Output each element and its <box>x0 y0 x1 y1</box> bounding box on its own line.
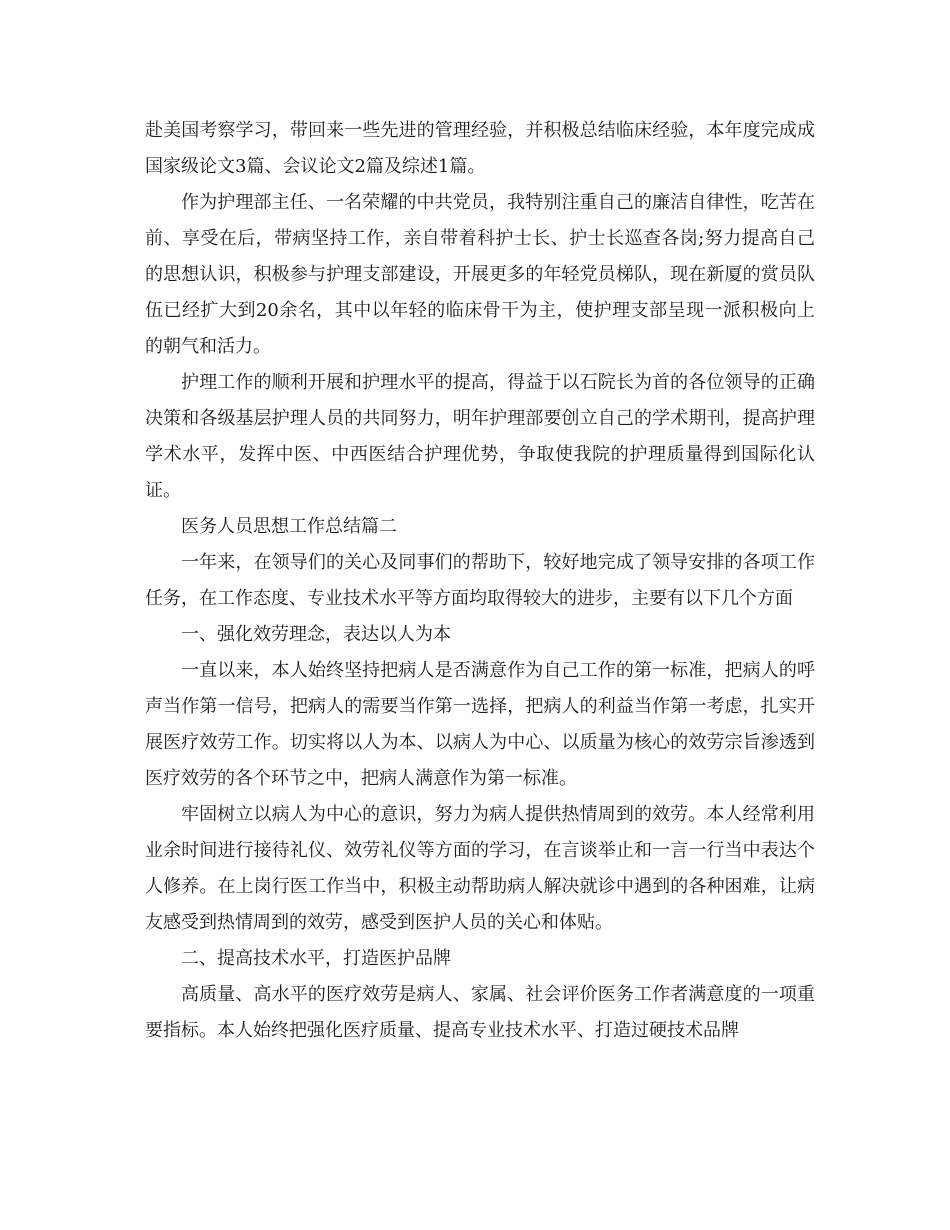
paragraph-continuation: 赴美国考察学习，带回来一些先进的管理经验，并积极总结临床经验，本年度完成成国家级论文3篇、会议论文2篇及综述1篇。 <box>145 120 815 177</box>
paragraph-medical-quality: 高质量、高水平的医疗效劳是病人、家属、社会评价医务工作者满意度的一项重要指标。本人始终把强化医疗质量、提高专业技术水平、打造过硬技术品牌 <box>145 984 815 1041</box>
paragraph-year-summary: 一年来，在领导们的关心及同事们的帮助下，较好地完成了领导安排的各项工作任务，在工作态度、专业技术水平等方面均取得较大的进步，主要有以下几个方面 <box>145 552 815 609</box>
section-title-part-two: 医务人员思想工作总结篇二 <box>181 516 397 537</box>
heading-technical-level: 二、提高技术水平，打造医护品牌 <box>181 948 451 969</box>
heading-service-concept: 一、强化效劳理念，表达以人为本 <box>181 624 451 645</box>
paragraph-party-member: 作为护理部主任、一名荣耀的中共党员，我特别注重自己的廉洁自律性，吃苦在前、享受在后，带病坚持工作，亲自带着科护士长、护士长巡查各岗;努力提高自己的思想认识，积极参与护理支部建设，开展更多的年轻党员梯队，现在新厦的赏员队伍已经扩大到20余名，其中以年轻的临床骨干为主，使护理支部呈现一派积极向上的朝气和活力。 <box>145 192 815 357</box>
paragraph-patient-first: 一直以来，本人始终坚持把病人是否满意作为自己工作的第一标准，把病人的呼声当作第一信号，把病人的需要当作第一选择，把病人的利益当作第一考虑，扎实开展医疗效劳工作。切实将以人为本、以病人为中心、以质量为核心的效劳宗旨渗透到医疗效劳的各个环节之中，把病人满意作为第一标准。 <box>145 660 815 789</box>
document-body <box>145 113 815 1049</box>
paragraph-patient-centered: 牢固树立以病人为中心的意识，努力为病人提供热情周到的效劳。本人经常利用业余时间进行接待礼仪、效劳礼仪等方面的学习，在言谈举止和一言一行当中表达个人修养。在上岗行医工作当中，积极主动帮助病人解决就诊中遇到的各种困难，让病友感受到热情周到的效劳，感受到医护人员的关心和体贴。 <box>145 804 815 933</box>
paragraph-nursing-progress: 护理工作的顺利开展和护理水平的提高，得益于以石院长为首的各位领导的正确决策和各级基层护理人员的共同努力，明年护理部要创立自己的学术期刊，提高护理学术水平，发挥中医、中西医结合护理优势，争取使我院的护理质量得到国际化认证。 <box>145 372 815 501</box>
